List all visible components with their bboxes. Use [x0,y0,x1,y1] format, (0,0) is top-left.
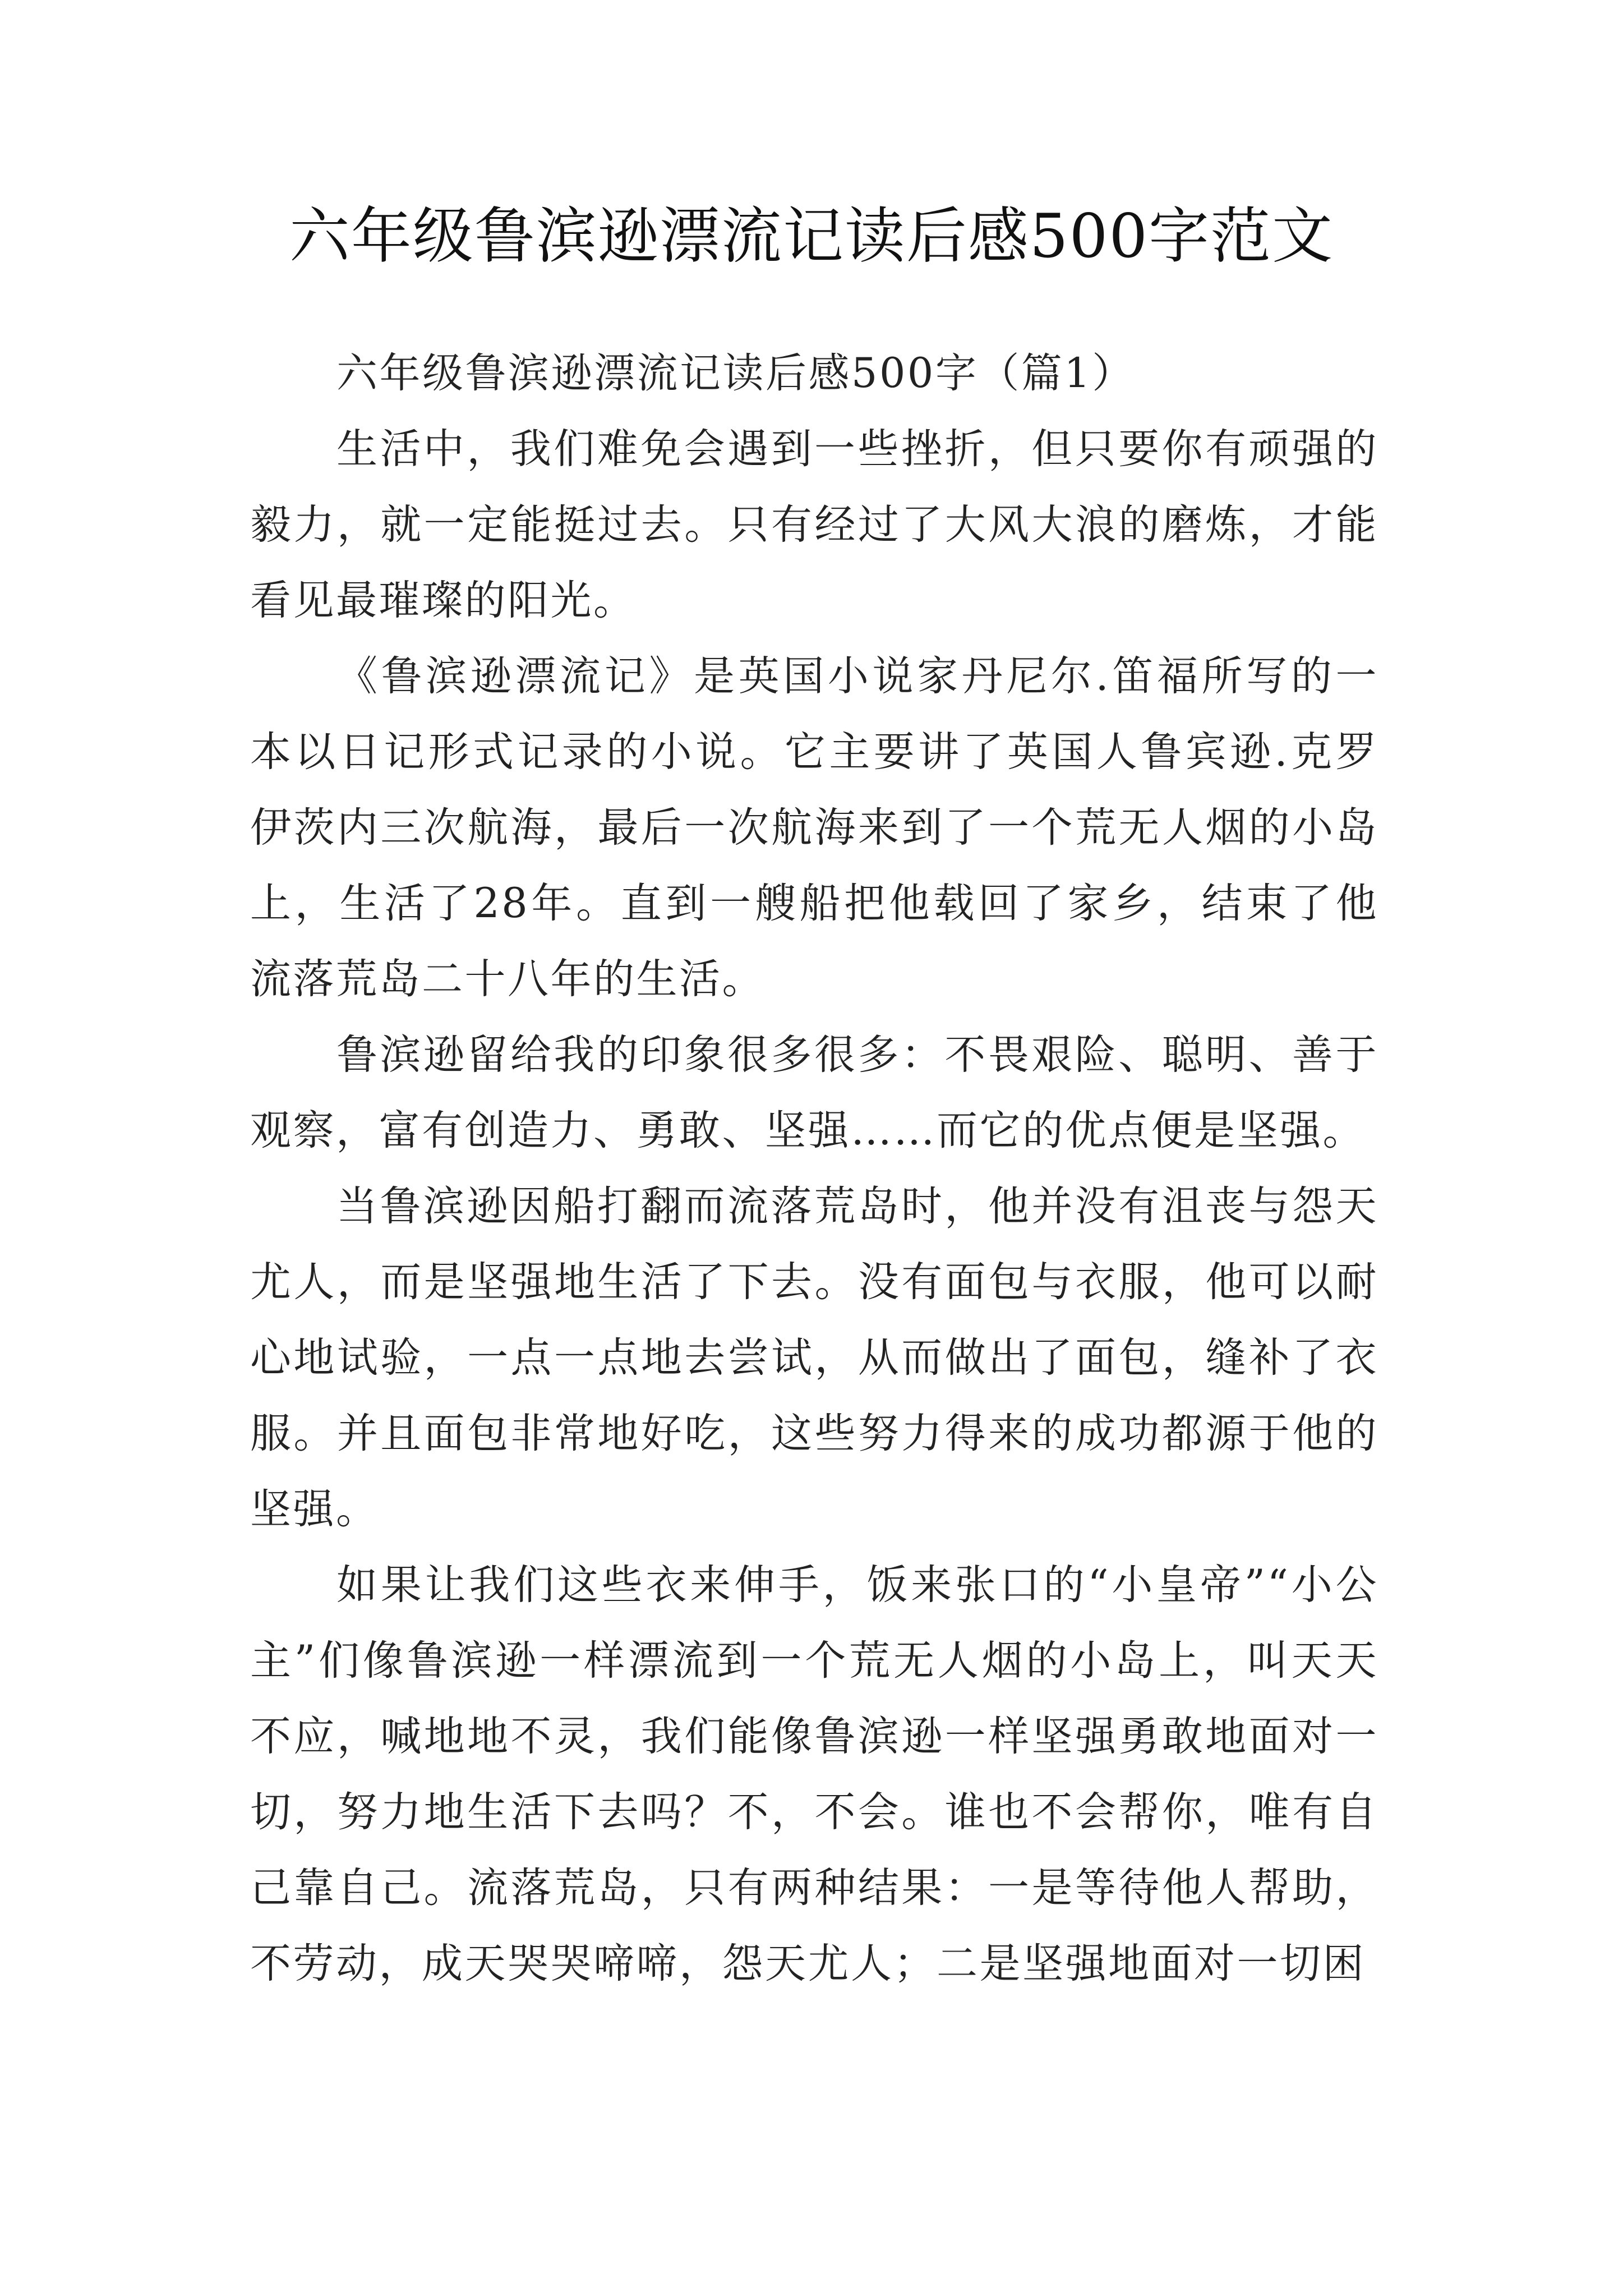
paragraph-4: 当鲁滨逊因船打翻而流落荒岛时，他并没有沮丧与怨天尤人，而是坚强地生活了下去。没有面包与衣服，他可以耐心地试验，一点一点地去尝试，从而做出了面包，缝补了衣服。并且面包非常地好吃，这些努力得来的成功都源于他的坚强。 [250,1182,1378,1533]
paragraph-5: 如果让我们这些衣来伸手，饭来张口的“小皇帝”“小公主”们像鲁滨逊一样漂流到一个荒无人烟的小岛上，叫天天不应，喊地地不灵，我们能像鲁滨逊一样坚强勇敢地面对一切，努力地生活下去吗？不，不会。谁也不会帮你，唯有自己靠自己。流落荒岛，只有两种结果：一是等待他人帮助，不劳动，成天哭哭啼啼，怨天尤人；二是坚强地面对一切困 [250,1561,1378,1987]
document-title: 六年级鲁滨逊漂流记读后感500字范文 [289,201,1334,272]
section-subtitle: 六年级鲁滨逊漂流记读后感500字（篇1） [336,349,1135,397]
paragraph-2: 《鲁滨逊漂流记》是英国小说家丹尼尔.笛福所写的一本以日记形式记录的小说。它主要讲了英国人鲁宾逊.克罗伊茨内三次航海，最后一次航海来到了一个荒无人烟的小岛上，生活了28年。直到一艘船把他载回了家乡，结束了他流落荒岛二十八年的生活。 [250,652,1378,1003]
document-body [250,335,1378,2001]
paragraph-3: 鲁滨逊留给我的印象很多很多：不畏艰险、聪明、善于观察，富有创造力、勇敢、坚强……而它的优点便是坚强。 [250,1031,1378,1154]
paragraph-1: 生活中，我们难免会遇到一些挫折，但只要你有顽强的毅力，就一定能挺过去。只有经过了大风大浪的磨炼，才能看见最璀璨的阳光。 [250,425,1378,624]
